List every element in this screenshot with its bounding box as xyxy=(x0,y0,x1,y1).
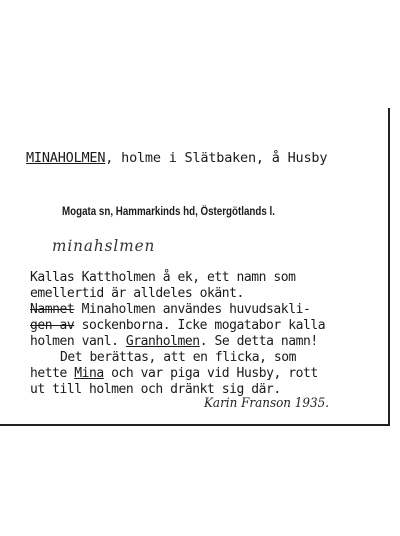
body-line-2: emellertid är alldeles okänt. xyxy=(30,286,244,301)
place-name: MINAHOLMEN xyxy=(26,150,106,166)
card-border-bottom xyxy=(0,424,390,426)
handwritten-name: minahslmen xyxy=(52,236,156,255)
card-border-right xyxy=(388,108,390,426)
body-text: Minaholmen användes huvudsakli- xyxy=(74,302,311,317)
underlined-name: Mina xyxy=(74,366,104,381)
body-line-5 xyxy=(30,334,318,350)
body-text: och var piga vid Husby, rott xyxy=(103,366,318,381)
body-text: hette xyxy=(30,366,75,381)
struck-text: gen av xyxy=(30,318,75,333)
body-line-3 xyxy=(30,302,310,318)
parish-stamp: Mogata sn, Hammarkinds hd, Östergötlands l. xyxy=(62,206,275,218)
body-line-6: Det berättas, att en flicka, som xyxy=(60,350,297,365)
struck-text: Namnet xyxy=(30,302,75,317)
body-line-4 xyxy=(30,318,325,334)
underlined-name: Granholmen xyxy=(125,334,200,349)
body-text: holmen vanl. xyxy=(30,334,126,349)
body-text: . Se detta namn! xyxy=(199,334,318,349)
signature: Karin Franson 1935. xyxy=(204,396,330,411)
card-heading xyxy=(26,150,327,166)
place-description: , holme i Slätbaken, å Husby xyxy=(105,150,328,166)
body-line-7 xyxy=(30,366,318,382)
body-line-8: ut till holmen och dränkt sig där. xyxy=(30,382,281,397)
body-text: sockenborna. Icke mogatabor kalla xyxy=(74,318,326,333)
body-line-1: Kallas Kattholmen å ek, ett namn som xyxy=(30,270,296,285)
